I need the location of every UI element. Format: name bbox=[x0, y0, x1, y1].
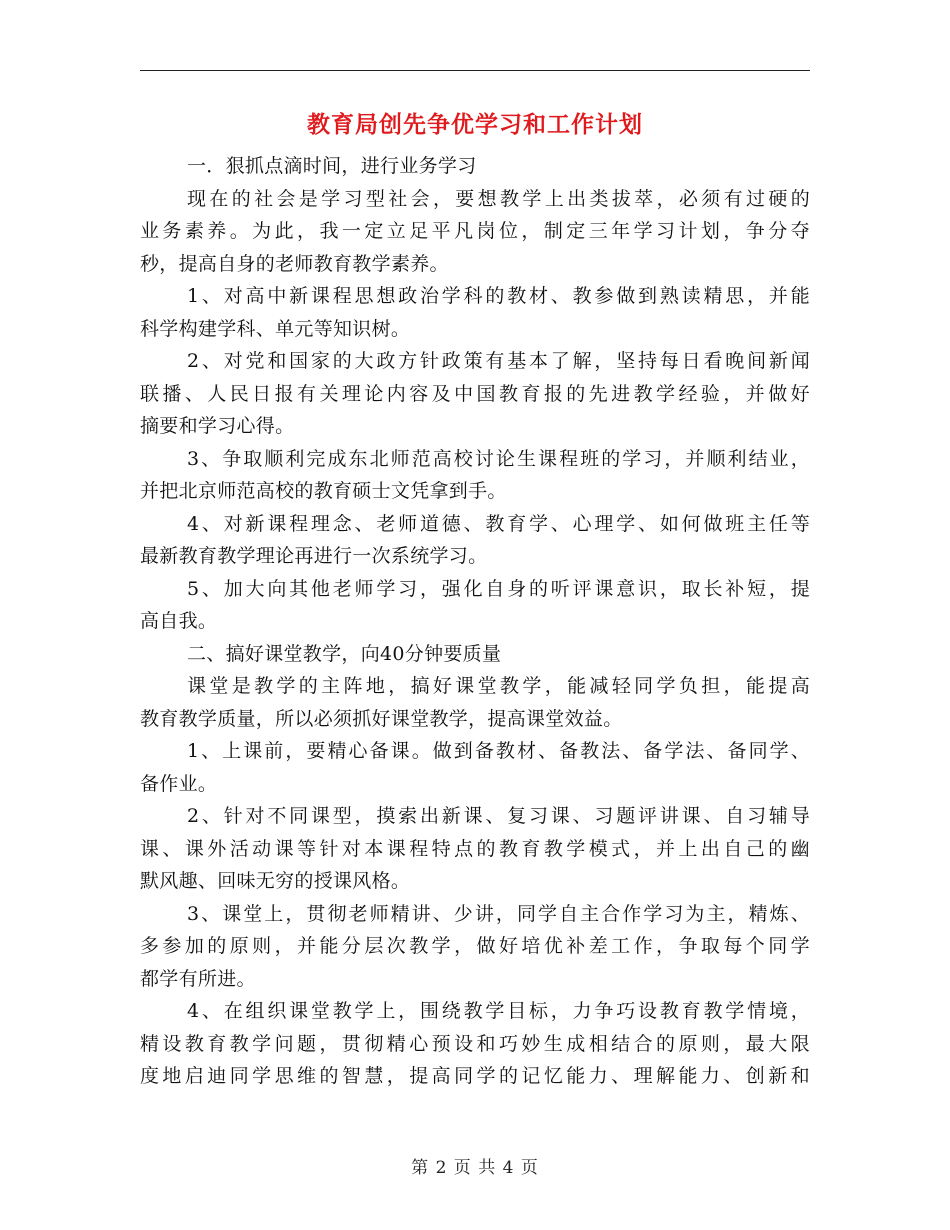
text-line: 1、对高中新课程思想政治学科的教材、教参做到熟读精思，并能 bbox=[187, 285, 810, 307]
text-line: 教育教学质量，所以必须抓好课堂教学，提高课堂效益。 bbox=[140, 707, 623, 730]
text-line: 业务素养。为此，我一定立足平凡岗位，制定三年学习计划，争分夺 bbox=[140, 220, 810, 242]
text-line: 最新教育教学理论再进行一次系统学习。 bbox=[140, 545, 488, 567]
text-line: 现在的社会是学习型社会，要想教学上出类拔萃，必须有过硬的 bbox=[187, 187, 810, 210]
text-line: 摘要和学习心得。 bbox=[140, 415, 295, 437]
text-line: 默风趣、回味无穷的授课风格。 bbox=[140, 870, 411, 892]
text-line: 4、在组织课堂教学上，围绕教学目标，力争巧设教育教学情境， bbox=[187, 1000, 810, 1022]
text-line: 度地启迪同学思维的智慧，提高同学的记忆能力、理解能力、创新和 bbox=[140, 1065, 810, 1087]
text-line: 多参加的原则，并能分层次教学，做好培优补差工作，争取每个同学 bbox=[140, 935, 810, 957]
text-line: 高自我。 bbox=[140, 610, 218, 632]
page-number: 第 2 页 共 4 页 bbox=[411, 1158, 539, 1178]
text-line: 科学构建学科、单元等知识树。 bbox=[140, 317, 411, 340]
text-line: 联播、人民日报有关理论内容及中国教育报的先进教学经验，并做好 bbox=[140, 382, 810, 405]
text-line: 4、对新课程理念、老师道德、教育学、心理学、如何做班主任等 bbox=[187, 512, 810, 535]
text-line: 精设教育教学问题，贯彻精心预设和巧妙生成相结合的原则，最大限 bbox=[140, 1032, 810, 1055]
text-line: 一．狠抓点滴时间，进行业务学习 bbox=[187, 155, 477, 177]
text-line: 2、针对不同课型，摸索出新课、复习课、习题评讲课、自习辅导 bbox=[187, 805, 810, 827]
text-line: 3、争取顺利完成东北师范高校讨论生课程班的学习，并顺利结业， bbox=[187, 447, 810, 470]
text-line: 都学有所进。 bbox=[140, 967, 256, 990]
document-title: 教育局创先争优学习和工作计划 bbox=[307, 111, 643, 138]
text-line: 并把北京师范高校的教育硕士文凭拿到手。 bbox=[140, 480, 507, 502]
document-body bbox=[140, 150, 810, 1093]
text-line: 课堂是教学的主阵地，搞好课堂教学，能减轻同学负担，能提高 bbox=[187, 675, 810, 697]
text-line: 5、加大向其他老师学习，强化自身的听评课意识，取长补短，提 bbox=[187, 577, 810, 600]
text-line: 1、上课前，要精心备课。做到备教材、备教法、备学法、备同学、 bbox=[187, 740, 810, 762]
text-line: 备作业。 bbox=[140, 772, 218, 795]
text-line: 课、课外活动课等针对本课程特点的教育教学模式，并上出自己的幽 bbox=[140, 837, 810, 860]
text-line: 二、搞好课堂教学，向40分钟要质量 bbox=[187, 642, 502, 665]
text-line: 3、课堂上，贯彻老师精讲、少讲，同学自主合作学习为主，精炼、 bbox=[187, 902, 810, 925]
header-rule bbox=[140, 70, 810, 71]
text-line: 秒，提高自身的老师教育教学素养。 bbox=[140, 252, 449, 275]
text-line: 2、对党和国家的大政方针政策有基本了解，坚持每日看晚间新闻 bbox=[187, 350, 810, 372]
